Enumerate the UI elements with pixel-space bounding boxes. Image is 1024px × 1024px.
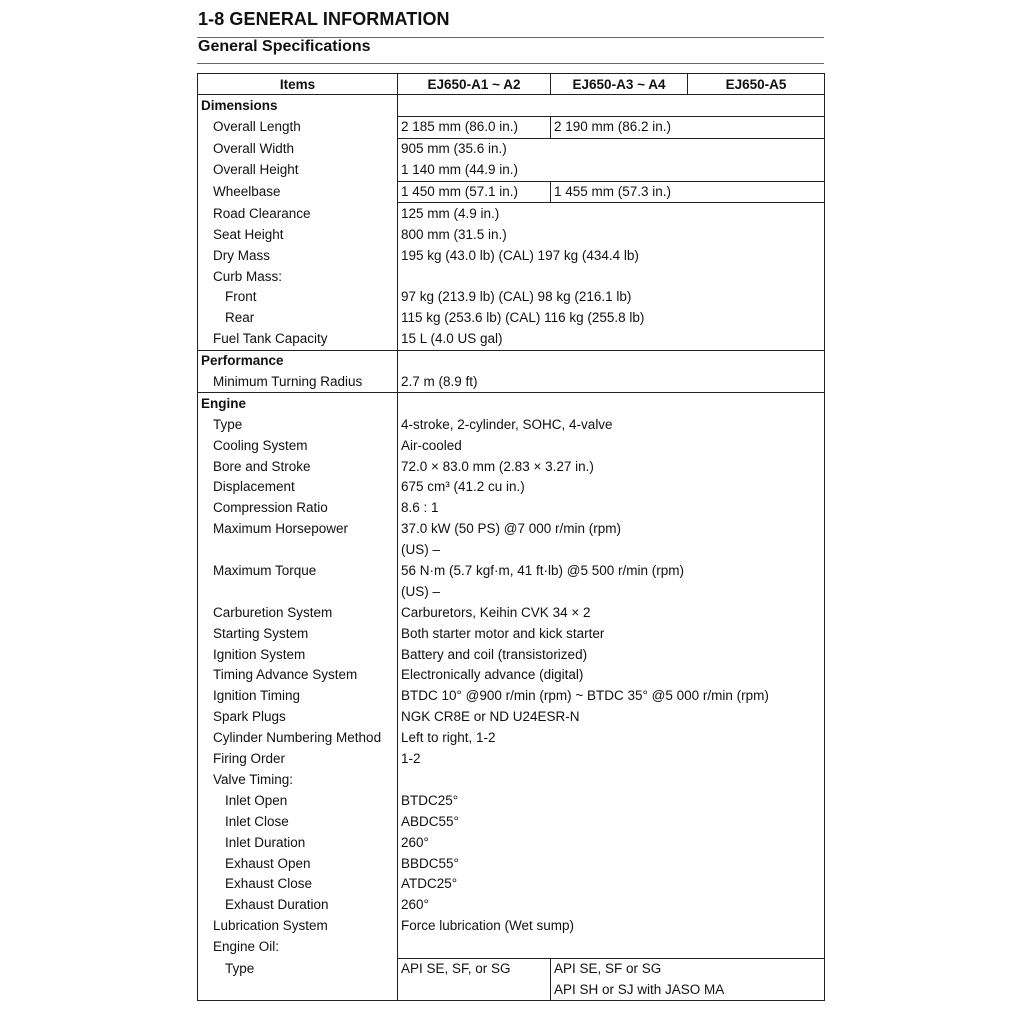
table-row xyxy=(198,832,825,853)
empty-cell xyxy=(398,770,825,791)
row-value: 97 kg (213.9 lb) (CAL) 98 kg (216.1 lb) xyxy=(398,287,825,308)
row-label: Timing Advance System xyxy=(198,665,398,686)
table-row xyxy=(198,790,825,811)
row-label: Spark Plugs xyxy=(198,707,398,728)
row-value: API SE, SF or SG xyxy=(551,958,825,979)
table-row xyxy=(198,435,825,456)
row-value: 4-stroke, 2-cylinder, SOHC, 4-valve xyxy=(398,414,825,435)
empty-cell xyxy=(398,979,551,1000)
empty-cell xyxy=(398,95,825,117)
table-row xyxy=(198,287,825,308)
empty-cell xyxy=(198,979,398,1000)
table-row xyxy=(198,160,825,181)
table-row xyxy=(198,958,825,979)
table-row xyxy=(198,116,825,138)
group-label-dimensions: Dimensions xyxy=(198,95,398,117)
row-value: 675 cm³ (41.2 cu in.) xyxy=(398,477,825,498)
specifications-table xyxy=(197,73,825,1001)
row-value: 2 190 mm (86.2 in.) xyxy=(551,116,825,138)
group-label-performance: Performance xyxy=(198,350,398,371)
column-header-a3-a4: EJ650-A3 ~ A4 xyxy=(551,74,688,95)
row-label: Exhaust Duration xyxy=(198,895,398,916)
table-row xyxy=(198,979,825,1000)
table-row xyxy=(198,811,825,832)
table-row xyxy=(198,372,825,393)
row-value: 37.0 kW (50 PS) @7 000 r/min (rpm) xyxy=(398,519,825,540)
row-label: Road Clearance xyxy=(198,203,398,224)
row-label: Cooling System xyxy=(198,435,398,456)
row-value: 1 140 mm (44.9 in.) xyxy=(398,160,825,181)
row-value: Air-cooled xyxy=(398,435,825,456)
row-value: API SE, SF, or SG xyxy=(398,958,551,979)
row-label: Exhaust Open xyxy=(198,853,398,874)
row-label: Cylinder Numbering Method xyxy=(198,728,398,749)
row-value: 2.7 m (8.9 ft) xyxy=(398,372,825,393)
row-value: 72.0 × 83.0 mm (2.83 × 3.27 in.) xyxy=(398,456,825,477)
row-label: Ignition System xyxy=(198,644,398,665)
table-row xyxy=(198,874,825,895)
row-label: Overall Height xyxy=(198,160,398,181)
table-row xyxy=(198,561,825,582)
row-label: Rear xyxy=(198,308,398,329)
table-row xyxy=(198,665,825,686)
table-row xyxy=(198,602,825,623)
table-row xyxy=(198,266,825,287)
row-value: BBDC55° xyxy=(398,853,825,874)
row-value: 115 kg (253.6 lb) (CAL) 116 kg (255.8 lb) xyxy=(398,308,825,329)
table-row xyxy=(198,456,825,477)
row-value: 260° xyxy=(398,832,825,853)
row-label: Lubrication System xyxy=(198,916,398,937)
row-label: Inlet Open xyxy=(198,790,398,811)
row-value: Left to right, 1-2 xyxy=(398,728,825,749)
row-value: Battery and coil (transistorized) xyxy=(398,644,825,665)
table-row xyxy=(198,519,825,540)
row-value: 905 mm (35.6 in.) xyxy=(398,138,825,159)
row-value: NGK CR8E or ND U24ESR-N xyxy=(398,707,825,728)
row-label: Engine Oil: xyxy=(198,937,398,958)
row-label: Front xyxy=(198,287,398,308)
table-row xyxy=(198,581,825,602)
table-row xyxy=(198,749,825,770)
row-value: BTDC25° xyxy=(398,790,825,811)
table-row xyxy=(198,540,825,561)
table-row xyxy=(198,770,825,791)
row-label: Fuel Tank Capacity xyxy=(198,329,398,350)
table-row xyxy=(198,393,825,414)
row-value: 195 kg (43.0 lb) (CAL) 197 kg (434.4 lb) xyxy=(398,245,825,266)
row-label: Dry Mass xyxy=(198,245,398,266)
row-label: Inlet Close xyxy=(198,811,398,832)
row-value: Electronically advance (digital) xyxy=(398,665,825,686)
table-row xyxy=(198,916,825,937)
row-value: 2 185 mm (86.0 in.) xyxy=(398,116,551,138)
table-row xyxy=(198,707,825,728)
row-value: 260° xyxy=(398,895,825,916)
table-row xyxy=(198,498,825,519)
page-title: 1-8 GENERAL INFORMATION xyxy=(198,9,450,29)
table-row xyxy=(198,95,825,117)
section-title: General Specifications xyxy=(198,38,371,55)
table-row xyxy=(198,728,825,749)
row-label: Firing Order xyxy=(198,749,398,770)
table-row xyxy=(198,895,825,916)
row-value: ATDC25° xyxy=(398,874,825,895)
row-label: Minimum Turning Radius xyxy=(198,372,398,393)
empty-cell xyxy=(398,937,825,958)
row-value: Both starter motor and kick starter xyxy=(398,623,825,644)
row-label: Bore and Stroke xyxy=(198,456,398,477)
table-row xyxy=(198,477,825,498)
column-header-a5: EJ650-A5 xyxy=(688,74,825,95)
row-value: 8.6 : 1 xyxy=(398,498,825,519)
table-row xyxy=(198,414,825,435)
row-label: Displacement xyxy=(198,477,398,498)
row-value: BTDC 10° @900 r/min (rpm) ~ BTDC 35° @5 000 r/min (rpm) xyxy=(398,686,825,707)
empty-cell xyxy=(198,540,398,561)
row-label: Seat Height xyxy=(198,224,398,245)
row-value: 1-2 xyxy=(398,749,825,770)
row-label: Compression Ratio xyxy=(198,498,398,519)
row-label: Curb Mass: xyxy=(198,266,398,287)
row-value: API SH or SJ with JASO MA xyxy=(551,979,825,1000)
row-label: Maximum Horsepower xyxy=(198,519,398,540)
empty-cell xyxy=(198,581,398,602)
row-label: Starting System xyxy=(198,623,398,644)
table-row xyxy=(198,308,825,329)
table-row xyxy=(198,686,825,707)
table-row xyxy=(198,623,825,644)
table-row xyxy=(198,138,825,159)
row-value: (US) – xyxy=(398,581,825,602)
row-label: Exhaust Close xyxy=(198,874,398,895)
table-row xyxy=(198,181,825,203)
group-label-engine: Engine xyxy=(198,393,398,414)
section-divider xyxy=(197,63,824,64)
row-value: ABDC55° xyxy=(398,811,825,832)
row-label: Type xyxy=(198,414,398,435)
table-row xyxy=(198,329,825,350)
table-row xyxy=(198,203,825,224)
empty-cell xyxy=(398,350,825,371)
row-label: Ignition Timing xyxy=(198,686,398,707)
row-value: (US) – xyxy=(398,540,825,561)
row-label: Valve Timing: xyxy=(198,770,398,791)
row-value: Carburetors, Keihin CVK 34 × 2 xyxy=(398,602,825,623)
row-value: 56 N·m (5.7 kgf·m, 41 ft·lb) @5 500 r/min (rpm) xyxy=(398,561,825,582)
table-row xyxy=(198,245,825,266)
row-label: Type xyxy=(198,958,398,979)
table-header-row xyxy=(198,74,825,95)
row-label: Inlet Duration xyxy=(198,832,398,853)
row-label: Wheelbase xyxy=(198,181,398,203)
row-label: Overall Width xyxy=(198,138,398,159)
empty-cell xyxy=(398,393,825,414)
row-value: Force lubrication (Wet sump) xyxy=(398,916,825,937)
table-row xyxy=(198,350,825,371)
table-row xyxy=(198,644,825,665)
row-value: 1 450 mm (57.1 in.) xyxy=(398,181,551,203)
column-header-items: Items xyxy=(198,74,398,95)
row-value: 15 L (4.0 US gal) xyxy=(398,329,825,350)
row-value: 800 mm (31.5 in.) xyxy=(398,224,825,245)
table-row xyxy=(198,937,825,958)
table-row xyxy=(198,224,825,245)
row-label: Overall Length xyxy=(198,116,398,138)
row-value: 1 455 mm (57.3 in.) xyxy=(551,181,825,203)
row-label: Carburetion System xyxy=(198,602,398,623)
empty-cell xyxy=(398,266,825,287)
table-row xyxy=(198,853,825,874)
row-value: 125 mm (4.9 in.) xyxy=(398,203,825,224)
row-label: Maximum Torque xyxy=(198,561,398,582)
column-header-a1-a2: EJ650-A1 ~ A2 xyxy=(398,74,551,95)
